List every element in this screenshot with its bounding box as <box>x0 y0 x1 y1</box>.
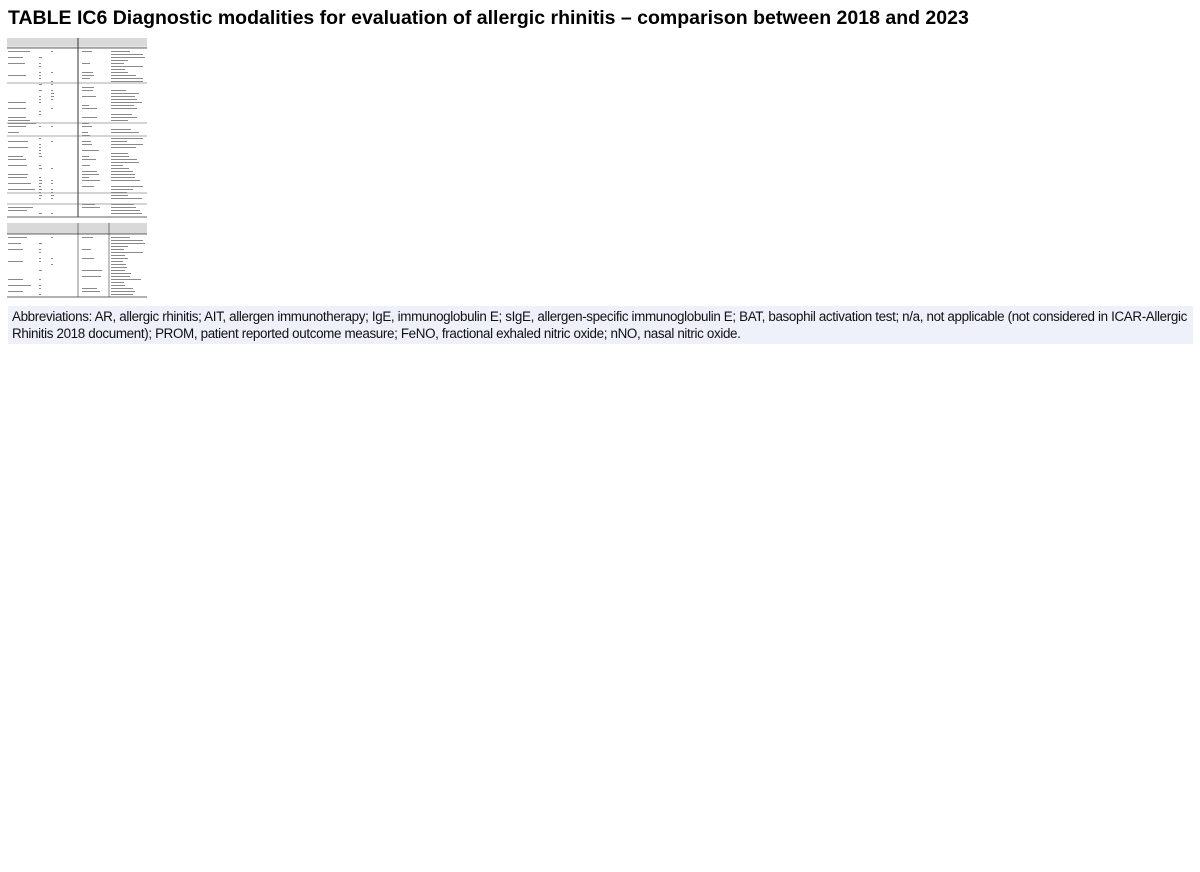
table-page-1-thumbnail <box>7 38 147 219</box>
page-title: TABLE IC6 Diagnostic modalities for evaluation of allergic rhinitis – comparison between 2018 and 2023 <box>8 7 969 29</box>
table-page-1-graphic <box>7 38 147 219</box>
abbreviations-text: Abbreviations: AR, allergic rhinitis; AIT, allergen immunotherapy; IgE, immunoglobulin E; sIgE, allergen-specific immunoglobulin E; BAT, basophil activation test; n/a, not applicable (not considered in ICAR-Allergic Rhinitis 2018 document); PROM, patient reported outcome measure; FeNO, fractional exhaled nitric oxide; nNO, nasal nitric oxide. <box>12 309 1187 341</box>
table-page-2-thumbnail <box>7 223 147 299</box>
abbreviations-footnote <box>8 306 1193 344</box>
table-page-2-graphic <box>7 223 147 299</box>
